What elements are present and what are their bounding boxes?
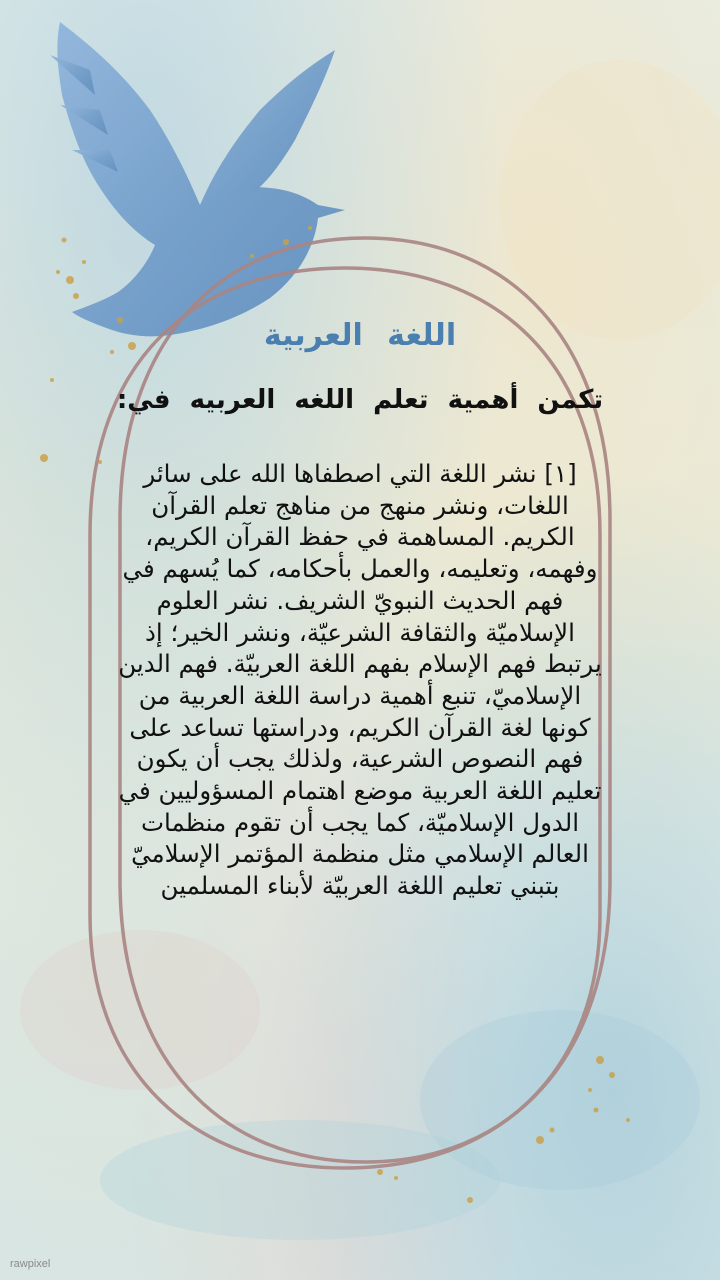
card-body-text: [١] نشر اللغة التي اصطفاها الله على سائر اللغات، ونشر منهج من مناهج تعلم القرآن الكريم. المساهمة في حفظ القرآن الكريم، وفهمه، وتعليمه، والعمل بأحكامه، كما يُسهم في فهم الحديث النبويّ الشريف. نشر العلوم الإسلاميّة والثقافة الشرعيّة، ونشر الخير؛ إذ يرتبط فهم الإسلام بفهم اللغة العربيّة. فهم الدين الإسلاميّ، تنبع أهمية دراسة اللغة العربية من كونها لغة القرآن الكريم، ودراستها تساعد على فهم النصوص الشرعية، ولذلك يجب أن يكون تعليم اللغة العربية موضع اهتمام المسؤوليين في الدول الإسلاميّة، كما يجب أن تقوم منظمات العالم الإسلامي مثل منظمة المؤتمر الإسلاميّ بتبني تعليم اللغة العربيّة لأبناء المسلمين <box>118 459 602 901</box>
card-title: اللغة العربية <box>263 318 457 353</box>
dove-icon <box>50 22 345 336</box>
card-subtitle: تكمن أهمية تعلم اللغه العربيه في: <box>116 385 604 415</box>
watermark: rawpixel <box>10 1258 51 1270</box>
